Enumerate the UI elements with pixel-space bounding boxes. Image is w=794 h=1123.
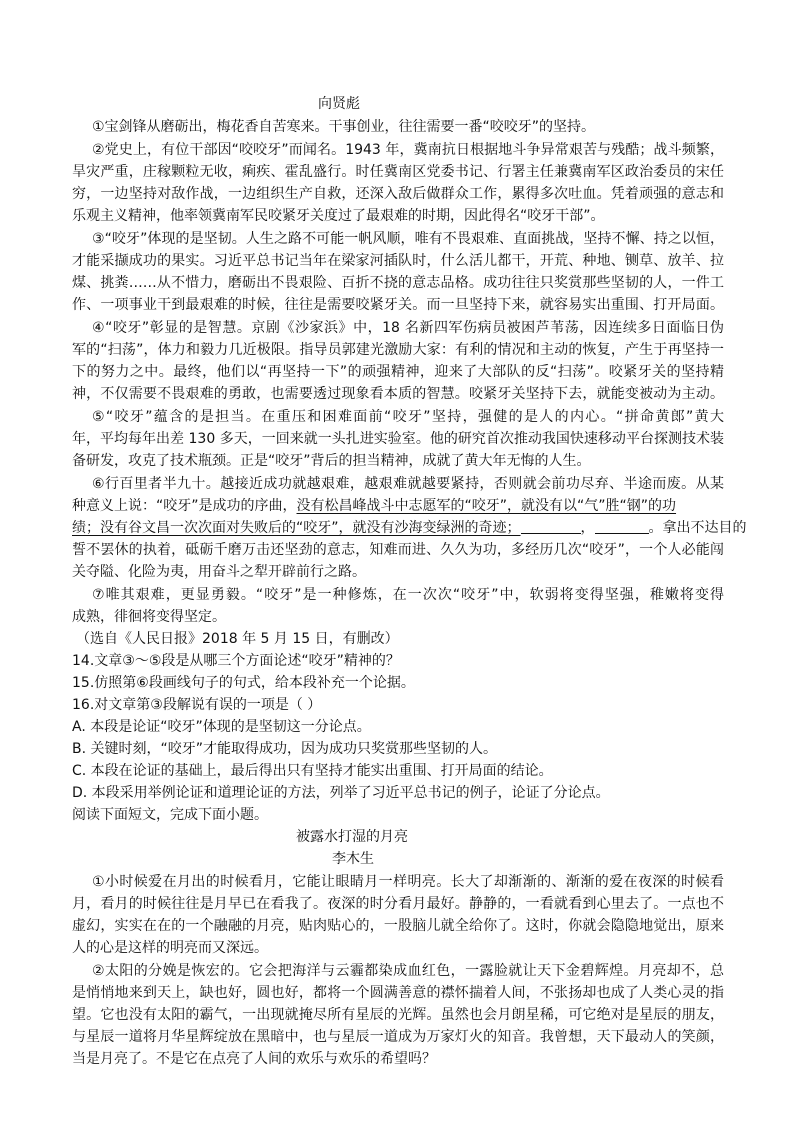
option-b[interactable]: B. 关键时刻，“咬牙”才能取得成功，因为成功只奖赏那些坚韧的人。 — [72, 741, 498, 757]
question-15: 15.仿照第⑥段画线句子的句式，给本段补充一个论据。 — [72, 675, 415, 691]
paragraph-6-line — [72, 496, 676, 516]
paragraph-3-line: 才能采撷成功的果实。习近平总书记当年在梁家河插队时，什么活儿都干，开荒、种地、铡草、放羊、拉 — [72, 253, 724, 269]
paragraph-4-line: 神，不仅需要不畏艰难的勇敢，也需要透过现象看本质的智慧。咬紧牙关坚持下去，就能变被动为主动。 — [72, 386, 724, 402]
paragraph-2-line: ②党史上，有位干部因“咬咬牙”而闻名。1943 年，冀南抗日根据地斗争异常艰苦与残酷；战斗频繁， — [92, 142, 724, 158]
paragraph-2-line: 乐观主义精神，他率领冀南军民咬紧牙关度过了最艰难的时期，因此得名“咬牙干部”。 — [72, 208, 605, 224]
paragraph-6-line: 誓不罢休的执着，砥砺千磨万击还坚劲的意志，知难而进、久久为功，多经历几次“咬牙”，一个人必能闯 — [72, 542, 724, 558]
paragraph-3-line: ③“咬牙”体现的是坚韧。人生之路不可能一帆风顺，唯有不畏艰难、直面挑战，坚持不懈、持之以恒， — [92, 231, 724, 247]
article2-paragraph-2-line: 当是月亮了。不是它在点亮了人间的欢乐与欢乐的希望吗？ — [72, 1051, 436, 1067]
answer-blank[interactable] — [521, 519, 581, 534]
paragraph-5-line: ⑤“咬牙”蕴含的是担当。在重压和困难面前“咬牙”坚持，强健的是人的内心。“拼命黄郎”黄大 — [92, 409, 724, 425]
source-note: （选自《人民日报》2018 年 5 月 15 日，有删改） — [76, 631, 399, 647]
paragraph-4-line: ④“咬牙”彰显的是智慧。京剧《沙家浜》中，18 名新四军伤病员被困芦苇荡，因连续多日面临日伪 — [92, 320, 724, 336]
paragraph-7-line: 成熟，徘徊将变得坚定。 — [72, 609, 226, 625]
underlined-sentence: 没有松昌峰战斗中志愿军的“咬牙”，就没有以“气”胜“钢”的功 — [296, 498, 677, 514]
answer-blank[interactable] — [595, 519, 649, 534]
reading-instruction: 阅读下面短文，完成下面小题。 — [72, 807, 268, 823]
option-c[interactable]: C. 本段在论证的基础上，最后得出只有坚持才能实出重围、打开局面的结论。 — [72, 763, 553, 779]
article2-paragraph-1-line: ①小时候爱在月出的时候看月，它能让眼睛月一样明亮。长大了却渐渐的、渐渐的爱在夜深的时候看 — [92, 874, 724, 890]
option-a[interactable]: A. 本段是论证“咬牙”体现的是坚韧这一分论点。 — [72, 719, 371, 735]
paragraph-6-line — [72, 518, 747, 538]
article2-paragraph-2-line: 与星辰一道将月华星辉绽放在黑暗中，也与星辰一道成为万家灯火的知音。我曾想，天下最动人的笑颜， — [72, 1029, 724, 1045]
article2-paragraph-2-line: ②太阳的分娩是恢宏的。它会把海洋与云霾都染成血红色，一露脸就让天下金碧辉煌。月亮却不，总 — [92, 963, 724, 979]
article2-paragraph-2-line: 是悄悄地来到天上，缺也好，圆也好，都将一个圆满善意的襟怀揣着人间，不张扬却也成了人类心灵的指 — [72, 985, 724, 1001]
article2-paragraph-1-line: 虚幻，实实在在的一个融融的月亮，贴肉贴心的，一股脑儿就全给你了。这时，你就会隐隐地觉出，原来 — [72, 918, 724, 934]
question-16: 16.对文章第③段解说有误的一项是（ ） — [72, 697, 322, 713]
article2-paragraph-1-line: 人的心是这样的明亮而又深远。 — [72, 940, 268, 956]
paragraph-4-line: 下的努力之中。最终，他们以“再坚持一下”的顽强精神，迎来了大部队的反“扫荡”。咬紧牙关的坚持精 — [72, 364, 724, 380]
paragraph-3-line: 煤、挑粪……从不惜力，磨砺出不畏艰险、百折不挠的意志品格。成功往往只奖赏那些坚韧的人，一件工 — [72, 275, 724, 291]
question-14: 14.文章③～⑤段是从哪三个方面论述“咬牙”精神的？ — [72, 653, 400, 669]
article2-title: 被露水打湿的月亮 — [296, 829, 408, 845]
paragraph-3-line: 作、一项事业干到最艰难的时候，往往是需要咬紧牙关。而一旦坚持下来，就容易实出重围、打开局面。 — [72, 297, 724, 313]
underlined-sentence: 绩；没有谷文昌一次次面对失败后的“咬牙”，就没有沙海变绿洲的奇迹； — [72, 520, 521, 536]
paragraph-4-line: 军的“扫荡”，体力和毅力几近极限。指导员郭建光激励大家：有利的情况和主动的恢复，产生于再坚持一 — [72, 342, 724, 358]
paragraph-5-line: 年，平均每年出差 130 多天，一回来就一头扎进实验室。他的研究首次推动我国快速移动平台探测技术装 — [72, 431, 724, 447]
paragraph-6-text: ， — [580, 520, 595, 536]
article2-author: 李木生 — [332, 851, 374, 867]
option-d[interactable]: D. 本段采用举例论证和道理论证的方法，列举了习近平总书记的例子，论证了分论点。 — [72, 785, 610, 801]
paragraph-6-line: 关夺隘、化险为夷，用奋斗之犁开辟前行之路。 — [72, 564, 366, 580]
paragraph-6-line: ⑥行百里者半九十。越接近成功就越艰难，越艰难就越要紧持，否则就会前功尽弃、半途而废。从某 — [92, 476, 724, 492]
paragraph-1: ①宝剑锋从磨砺出，梅花香自苦寒来。干事创业，往往需要一番“咬咬牙”的坚持。 — [92, 119, 596, 135]
article2-paragraph-1-line: 月，看月的时候往往是月早已在看我了。夜深的时分看月最好。静静的，一看就看到心里去了。一点也不 — [72, 896, 724, 912]
paragraph-2-line: 旱灾严重，庄稼颗粒无收，痢疾、霍乱盛行。时任冀南区党委书记、行署主任兼冀南军区政治委员的宋任 — [72, 164, 724, 180]
article1-author: 向贤彪 — [318, 96, 360, 112]
paragraph-6-text: 种意义上说：“咬牙”是成功的序曲， — [72, 498, 297, 514]
article2-paragraph-2-line: 望。它也没有太阳的霸气，一出现就掩尽所有星辰的光辉。虽然也会月朗星稀，可它绝对是星辰的朋友， — [72, 1007, 724, 1023]
paragraph-2-line: 穷，一边坚持对敌作战，一边组织生产自救，还深入敌后做群众工作，累得多次吐血。凭着顽强的意志和 — [72, 186, 724, 202]
paragraph-7-line: ⑦唯其艰难，更显勇毅。“咬牙”是一种修炼，在一次次“咬牙”中，软弱将变得坚强，稚嫩将变得 — [92, 587, 724, 603]
paragraph-5-line: 备研发，攻克了技术瓶颈。正是“咬牙”背后的担当精神，成就了黄大年无悔的人生。 — [72, 453, 591, 469]
paragraph-6-text: 。拿出不达目的 — [648, 520, 747, 536]
